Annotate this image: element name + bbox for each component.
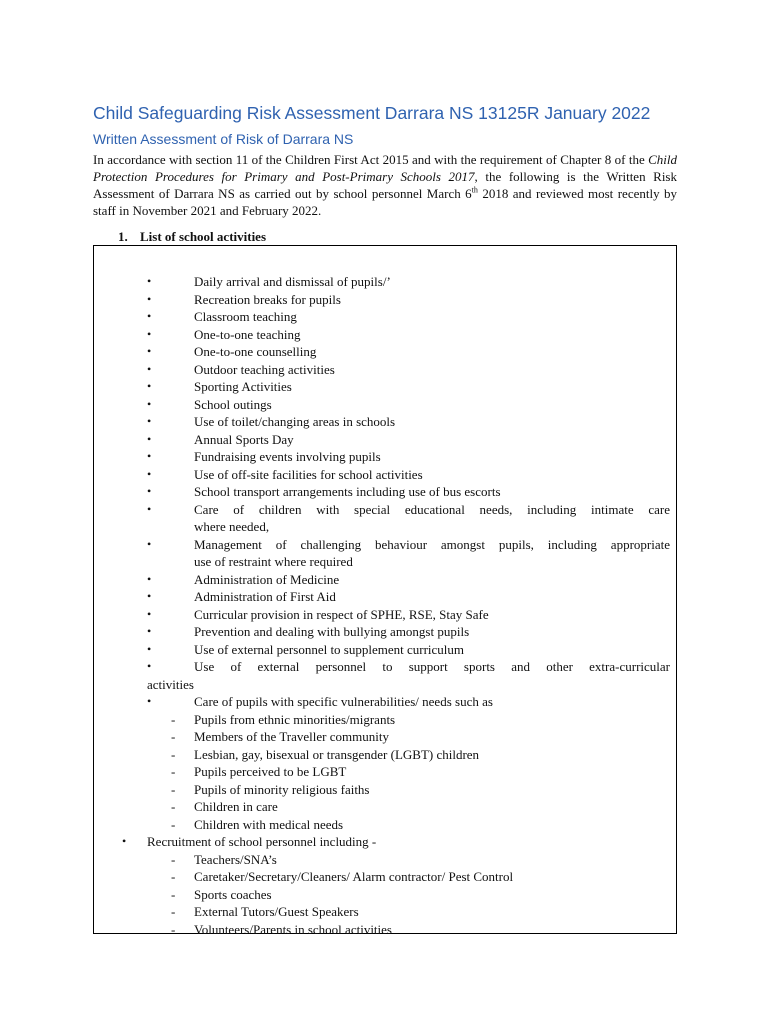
dash-icon: - [171,886,176,902]
bullet-icon: • [147,484,152,498]
vulnerability-item: Pupils from ethnic minorities/migrants [194,711,396,727]
activity-item: One-to-one teaching [194,326,301,342]
vulnerability-item: Children with medical needs [194,816,344,832]
recruitment-label: Recruitment of school personnel including - [147,834,377,849]
bullet-icon: • [147,571,152,586]
activity-item: Outdoor teaching activities [194,361,335,377]
activity-item: Annual Sports Day [194,431,294,447]
activity-item: Use of toilet/changing areas in schools [194,414,396,429]
dash-icon: - [171,729,176,744]
activity-item: Curricular provision in respect of SPHE, RSE, Stay Safe [194,606,489,622]
activity-item: Fundraising events involving pupils [194,449,381,464]
activity-item: where needed, [194,519,270,534]
activity-item: Administration of Medicine [194,571,340,587]
activity-item: Classroom teaching [194,309,297,324]
activity-item: Use of off-site facilities for school activities [194,466,423,482]
bullet-icon: • [147,309,152,323]
intro-text-1: In accordance with section 11 of the Children First Act 2015 and with the requirement of Chapter 8 of the [93,152,649,167]
recruitment-item: Teachers/SNA’s [194,851,277,867]
dash-icon: - [171,904,176,919]
dash-icon: - [171,921,176,937]
intro-italic-title: Child Protection Procedures for Primary and Post-Primary Schools 2017 [93,152,677,184]
recruitment-item: Caretaker/Secretary/Cleaners/ Alarm contractor/ Pest Control [194,869,514,884]
activity-item: One-to-one counselling [194,344,317,359]
activity-item-continuation: activities [147,676,194,692]
intro-text-3: 2018 and reviewed most recently by staff in November 2021 and February 2022. [93,186,678,218]
section-title: List of school activities [140,229,267,244]
vulnerabilities-label: Care of pupils with specific vulnerabilities/ needs such as [194,694,493,709]
bullet-icon: • [147,606,152,621]
bullet-icon: • [147,344,152,358]
section-heading [118,229,266,245]
bullet-icon: • [147,624,152,638]
vulnerability-item: Pupils of minority religious faiths [194,781,370,797]
activity-item: Care of children with special educational needs, including intimate care [194,501,670,517]
bullet-icon: • [147,379,152,393]
activity-item: School outings [194,396,272,412]
bullet-icon: • [147,641,152,656]
bullet-icon: • [122,834,127,848]
recruitment-item: Volunteers/Parents in school activities [194,921,392,937]
intro-superscript: th [471,185,478,195]
activity-item: Use of external personnel to support sports and other extra-curricular [194,659,670,674]
bullet-icon: • [147,291,152,306]
activity-item: Prevention and dealing with bullying amongst pupils [194,624,470,639]
bullet-icon: • [147,659,152,673]
bullet-icon: • [147,361,152,376]
bullet-icon: • [147,466,152,481]
recruitment-item: External Tutors/Guest Speakers [194,904,359,919]
bullet-icon: • [147,414,152,428]
vulnerability-item: Lesbian, gay, bisexual or transgender (LGBT) children [194,746,480,762]
dash-icon: - [171,764,176,779]
activity-item: Recreation breaks for pupils [194,291,341,307]
activity-item: School transport arrangements including use of bus escorts [194,484,501,499]
bullet-icon: • [147,589,152,603]
vulnerability-item: Members of the Traveller community [194,729,389,744]
recruitment-item: Sports coaches [194,886,272,902]
bullet-icon: • [147,274,152,288]
dash-icon: - [171,799,176,814]
activity-item: Management of challenging behaviour amongst pupils, including appropriate [194,536,670,552]
bullet-icon: • [147,326,152,341]
intro-text-2: , the following is the Written Risk Assessment of Darrara NS as carried out by school personnel March 6 [93,169,677,201]
activity-item: use of restraint where required [194,554,353,569]
dash-icon: - [171,869,176,884]
dash-icon: - [171,851,176,867]
document-title: Child Safeguarding Risk Assessment Darrara NS 13125R January 2022 [93,103,651,123]
activity-item: Administration of First Aid [194,589,336,604]
activity-item: Sporting Activities [194,379,292,394]
intro-paragraph [93,151,677,219]
section-number: 1. [118,229,128,244]
bullet-icon: • [147,536,152,551]
vulnerability-item: Children in care [194,799,278,814]
document-subtitle: Written Assessment of Risk of Darrara NS [93,131,354,147]
vulnerability-item: Pupils perceived to be LGBT [194,764,347,779]
bullet-icon: • [147,396,152,411]
bullet-icon: • [147,431,152,446]
dash-icon: - [171,816,176,832]
bullet-icon: • [147,694,152,708]
dash-icon: - [171,746,176,762]
bullet-icon: • [147,449,152,463]
activity-item: Use of external personnel to supplement curriculum [194,641,465,657]
activity-item: Daily arrival and dismissal of pupils/’ [194,274,391,289]
bullet-icon: • [147,501,152,516]
dash-icon: - [171,781,176,797]
dash-icon: - [171,711,176,727]
